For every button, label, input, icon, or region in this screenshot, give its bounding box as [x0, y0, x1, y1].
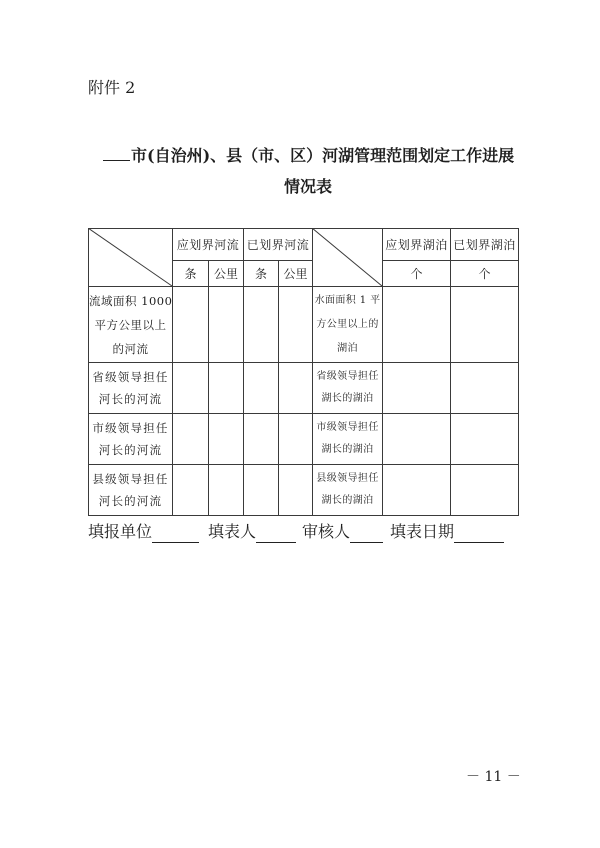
label-line: 的河流 — [112, 341, 149, 356]
empty-cell — [173, 414, 209, 465]
label-line: 流域面积 1000 — [89, 293, 173, 308]
river-header-done: 已划界河流 — [244, 229, 313, 261]
lake-unit-done: 个 — [451, 261, 519, 287]
label-line: 湖长的湖泊 — [321, 444, 374, 455]
lake-row-label — [313, 287, 383, 363]
empty-cell — [451, 414, 519, 465]
label-line: 市级领导担任 — [92, 421, 169, 435]
label-line: 河长的河流 — [98, 392, 163, 406]
document-title-line2: 情况表 — [284, 177, 333, 196]
label-line: 水面面积 1 平 — [314, 294, 381, 306]
reporting-unit-blank — [152, 524, 199, 543]
title-blank-underline — [103, 145, 130, 161]
empty-cell — [244, 287, 279, 363]
empty-cell — [279, 465, 313, 516]
lake-unit-planned: 个 — [383, 261, 451, 287]
label-line: 县级领导担任 — [92, 472, 169, 486]
river-unit-count-planned: 条 — [173, 261, 209, 287]
table-row — [89, 363, 519, 414]
lake-header-planned: 应划界湖泊 — [383, 229, 451, 261]
progress-table — [88, 228, 519, 516]
signature-fields — [88, 521, 504, 543]
empty-cell — [279, 363, 313, 414]
empty-cell — [209, 414, 244, 465]
lake-row-label — [313, 414, 383, 465]
river-header-planned: 应划界河流 — [173, 229, 244, 261]
document-title — [103, 145, 514, 166]
river-unit-km-planned: 公里 — [209, 261, 244, 287]
field-label-form-filler: 填表人 — [208, 522, 257, 541]
table-row — [89, 465, 519, 516]
label-line: 湖泊 — [337, 342, 358, 354]
label-line: 县级领导担任 — [316, 473, 379, 484]
river-row-label — [89, 414, 173, 465]
river-diagonal-header-cell — [89, 229, 173, 287]
table-row — [89, 414, 519, 465]
lake-row-label — [313, 465, 383, 516]
empty-cell — [244, 363, 279, 414]
empty-cell — [451, 287, 519, 363]
label-line: 省级领导担任 — [316, 371, 379, 382]
empty-cell — [209, 287, 244, 363]
empty-cell — [173, 465, 209, 516]
field-label-reporting-unit: 填报单位 — [88, 522, 153, 541]
empty-cell — [279, 414, 313, 465]
field-label-reviewer: 审核人 — [302, 522, 351, 541]
empty-cell — [383, 287, 451, 363]
empty-cell — [244, 465, 279, 516]
river-row-label — [89, 363, 173, 414]
empty-cell — [279, 287, 313, 363]
empty-cell — [209, 363, 244, 414]
river-row-label — [89, 465, 173, 516]
river-unit-km-done: 公里 — [279, 261, 313, 287]
label-line: 市级领导担任 — [316, 422, 379, 433]
lake-header-done: 已划界湖泊 — [451, 229, 519, 261]
document-title-line1: 市(自治州)、县（市、区）河湖管理范围划定工作进展 — [131, 146, 515, 165]
empty-cell — [383, 363, 451, 414]
empty-cell — [383, 414, 451, 465]
empty-cell — [244, 414, 279, 465]
lake-row-label — [313, 363, 383, 414]
attachment-label: 附件 2 — [88, 78, 136, 97]
fill-date-blank — [454, 524, 504, 543]
label-line: 河长的河流 — [98, 494, 163, 508]
empty-cell — [451, 363, 519, 414]
empty-cell — [383, 465, 451, 516]
label-line: 平方公里以上 — [94, 317, 167, 332]
lake-diagonal-header-cell — [313, 229, 383, 287]
label-line: 省级领导担任 — [92, 370, 169, 384]
label-line: 方公里以上的 — [316, 318, 379, 330]
river-row-label — [89, 287, 173, 363]
reviewer-blank — [350, 524, 383, 543]
empty-cell — [173, 363, 209, 414]
field-label-fill-date: 填表日期 — [390, 522, 455, 541]
empty-cell — [451, 465, 519, 516]
river-unit-count-done: 条 — [244, 261, 279, 287]
empty-cell — [173, 287, 209, 363]
table-row — [89, 287, 519, 363]
label-line: 河长的河流 — [98, 443, 163, 457]
label-line: 湖长的湖泊 — [321, 393, 374, 404]
page-number: － 11 － — [466, 769, 521, 785]
form-filler-blank — [256, 524, 296, 543]
label-line: 湖长的湖泊 — [321, 495, 374, 506]
empty-cell — [209, 465, 244, 516]
